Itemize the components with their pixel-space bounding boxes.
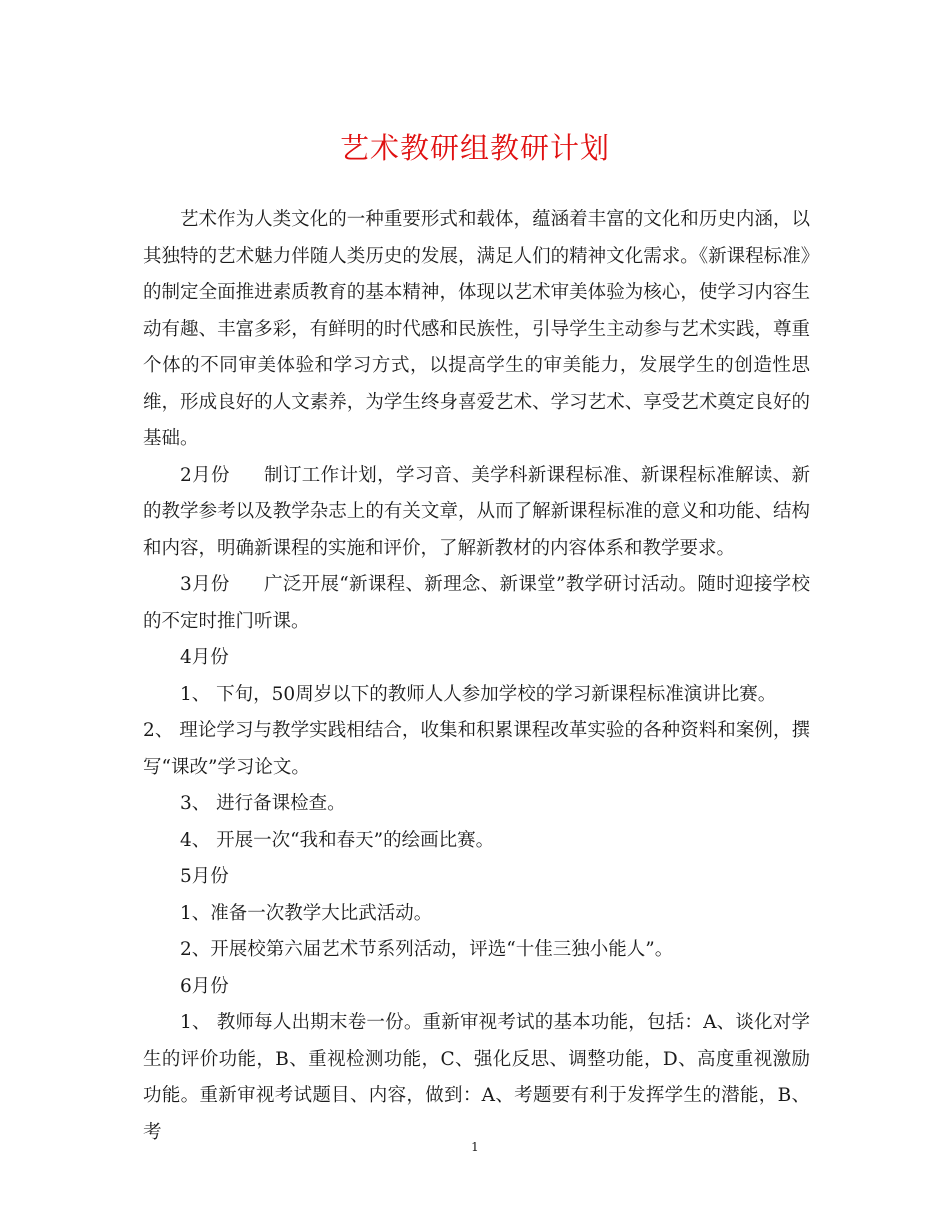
march-paragraph — [143, 567, 810, 640]
april-item-1: 1、 下旬，50周岁以下的教师人人参加学校的学习新课程标准演讲比赛。 — [180, 683, 777, 705]
april-item-2: 2、 理论学习与教学实践相结合，收集和积累课程改革实验的各种资料和案例，撰写“课改”学习论文。 — [143, 720, 810, 778]
june-item-1: 1、 教师每人出期末卷一份。重新审视考试的基本功能，包括：A、谈化对学生的评价功能，B、重视检测功能，C、强化反思、调整功能，D、高度重视激励功能。重新审视考试题目、内容，做到：A、考题要有利于发挥学生的潜能，B、考 — [143, 1012, 810, 1143]
february-text: 制订工作计划，学习音、美学科新课程标准、新课程标准解读、新的教学参考以及教学杂志上的有关文章，从而了解新课程标准的意义和功能、结构和内容，明确新课程的实施和评价，了解新教材的内容体系和教学要求。 — [143, 464, 810, 559]
february-heading: 2月份 — [180, 464, 230, 486]
march-heading: 3月份 — [180, 574, 230, 595]
april-item-3: 3、 进行备课检查。 — [180, 793, 346, 814]
may-item-1: 1、准备一次教学大比武活动。 — [180, 902, 433, 924]
intro-paragraph: 艺术作为人类文化的一种重要形式和载体，蕴涵着丰富的文化和历史内涵，以其独特的艺术魅力伴随人类历史的发展，满足人们的精神文化需求。《新课程标准》的制定全面推进素质教育的基本精神，体现以艺术审美体验为核心，使学习内容生动有趣、丰富多彩，有鲜明的时代感和民族性，引导学生主动参与艺术实践，尊重个体的不同审美体验和学习方式，以提高学生的审美能力，发展学生的创造性思维，形成良好的人文素养，为学生终身喜爱艺术、学习艺术、享受艺术奠定良好的基础。 — [143, 209, 810, 449]
document-body — [143, 202, 810, 1151]
page-number: 1 — [471, 1140, 479, 1154]
june-heading: 6月份 — [180, 975, 229, 997]
february-paragraph — [143, 458, 810, 568]
april-heading: 4月份 — [180, 647, 229, 668]
may-item-2: 2、开展校第六届艺术节系列活动，评选“十佳三独小能人”。 — [180, 939, 674, 960]
document-title: 艺术教研组教研计划 — [339, 131, 610, 165]
march-text: 广泛开展“新课程、新理念、新课堂”教学研讨活动。随时迎接学校的不定时推门听课。 — [143, 574, 810, 632]
april-item-4: 4、 开展一次“我和春天”的绘画比赛。 — [180, 829, 495, 851]
may-heading: 5月份 — [180, 866, 229, 887]
